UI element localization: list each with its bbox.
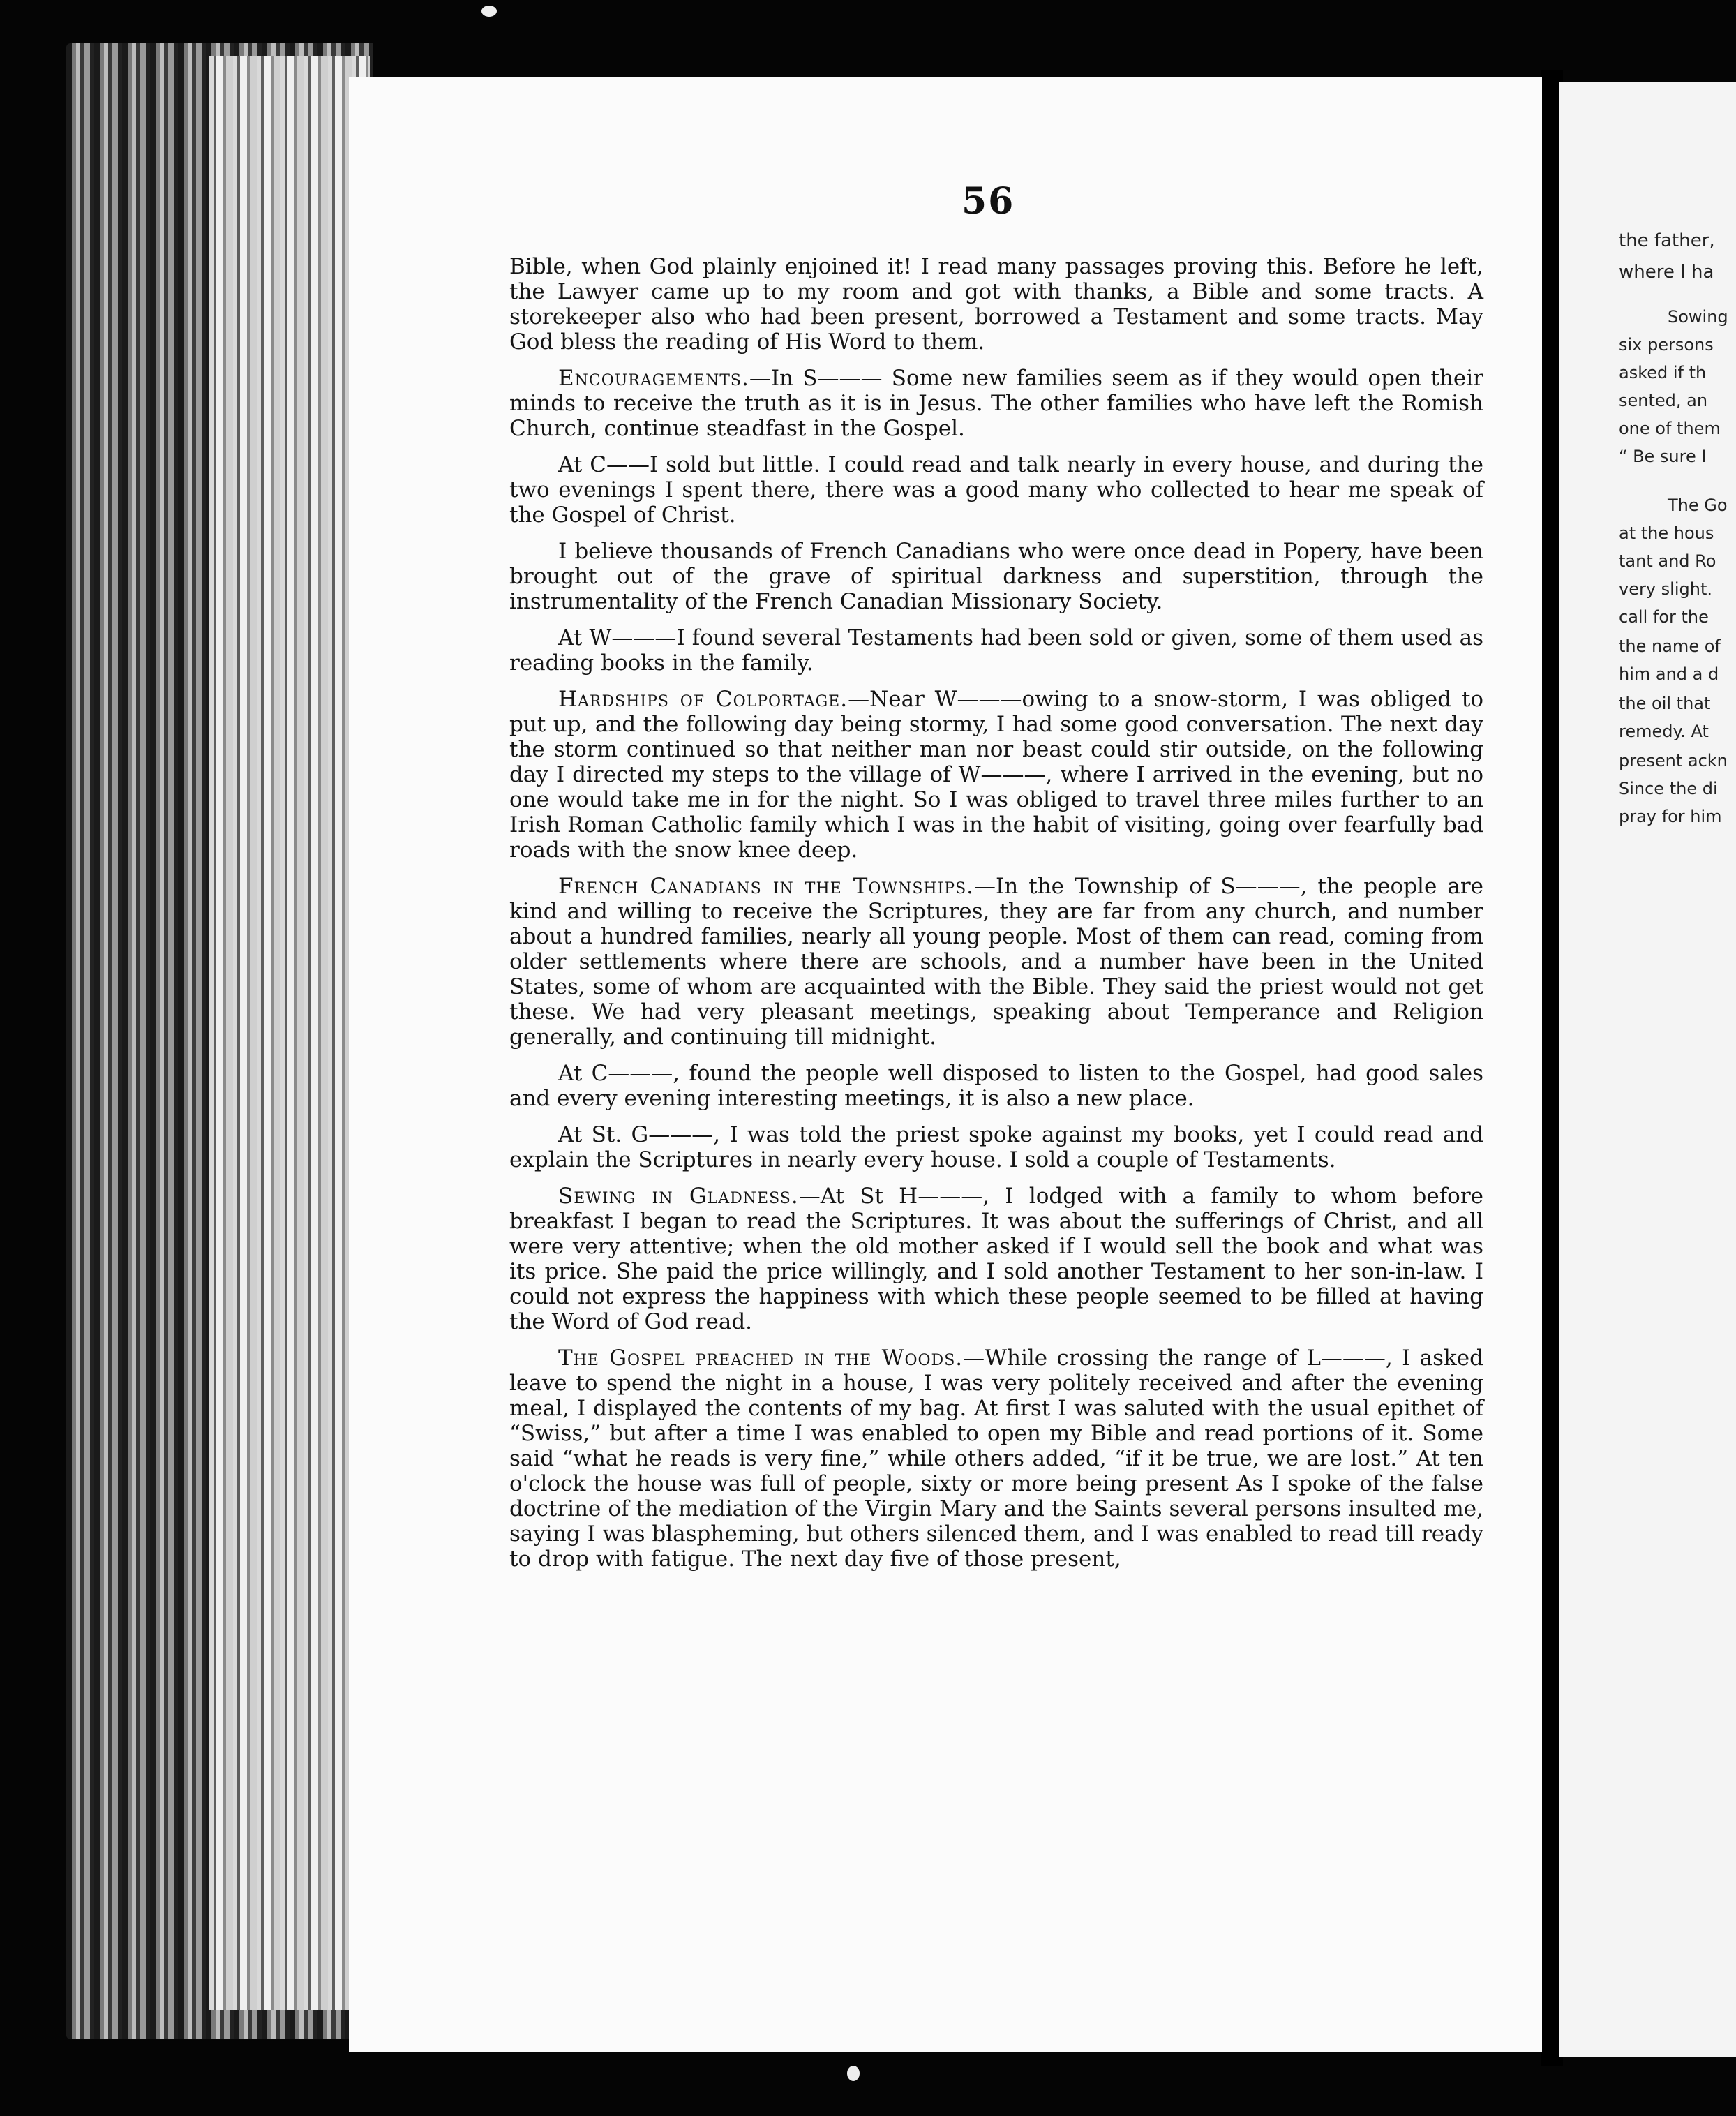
right-page-line: tant and Ro (1619, 551, 1716, 571)
paragraph: The Gospel preached in the Woods.—While crossing the range of L———, I asked leave to spend the night in a house, I was very politely received and after the evening meal, I displayed the contents of my bag. At first I was saluted with the usual epithet of “Swiss,” but after a time I was enabled to open my Bible and read portions of it. Some said “what he reads is very fine,” while others added, “if it be true, we are lost.” At ten o'clock the house was full of people, sixty or more being present As I spoke of the false doctrine of the mediation of the Virgin Mary and the Saints several persons insulted me, saying I was blaspheming, but others silenced them, and I was enabled to read till ready to drop with fatigue. The next day five of those present, (509, 1346, 1483, 1572)
right-page-line: at the hous (1619, 523, 1714, 543)
film-speck (847, 2066, 860, 2081)
right-page-line: Sowing (1668, 307, 1728, 327)
right-page-line: the oil that (1619, 694, 1711, 713)
section-heading: Sewing in Gladness. (558, 1184, 799, 1209)
paragraph: Encouragements.—In S——— Some new families seem as if they would open their minds to receive the truth as it is in Jesus. The other families who have left the Romish Church, continue steadfast in the Gospel. (509, 366, 1483, 441)
right-page-line: asked if th (1619, 363, 1707, 382)
section-heading: Encouragements. (558, 366, 749, 391)
paragraph: At St. G———, I was told the priest spoke against my books, yet I could read and explain the Scriptures in nearly every house. I sold a couple of Testaments. (509, 1122, 1483, 1172)
section-heading: Hardships of Colportage. (558, 687, 848, 712)
page-stack-leaves (209, 56, 370, 2010)
page-number: 56 (961, 180, 1015, 223)
paragraph: At W———I found several Testaments had been sold or given, some of them used as reading books in the family. (509, 625, 1483, 676)
right-page-line: very slight. (1619, 579, 1712, 599)
paragraph: At C——I sold but little. I could read and talk nearly in every house, and during the two evenings I spent there, there was a good many who collected to hear me speak of the Gospel of Christ. (509, 452, 1483, 528)
right-page-line: remedy. At (1619, 722, 1709, 741)
right-page-line: the name of (1619, 636, 1721, 656)
right-page-line: sented, an (1619, 391, 1708, 410)
paragraph: French Canadians in the Townships.—In the Township of S———, the people are kind and willing to receive the Scriptures, they are far from any church, and number about a hundred families, nearly all young people. Most of them can read, coming from older settlements where there are schools, and a number have been in the United States, some of whom are acquainted with the Bible. They said the priest would not get these. We had very pleasant meetings, speaking about Temperance and Religion generally, and continuing till midnight. (509, 874, 1483, 1050)
paragraph: I believe thousands of French Canadians who were once dead in Popery, have been brought out of the grave of spiritual darkness and superstition, through the instrumentality of the French Canadian Missionary Society. (509, 539, 1483, 614)
right-page-line: pray for him (1619, 807, 1722, 826)
right-page-line: present ackn (1619, 751, 1728, 770)
right-page-line: The Go (1668, 496, 1728, 515)
right-page-line: call for the (1619, 607, 1709, 627)
film-speck (481, 6, 497, 17)
paragraph: Bible, when God plainly enjoined it! I read many passages proving this. Before he left, the Lawyer came up to my room and got with thanks, a Bible and some tracts. A storekeeper also who had been present, borrowed a Testament and some tracts. May God bless the reading of His Word to them. (509, 254, 1483, 355)
right-page-line: one of them (1619, 419, 1721, 438)
paragraph: Sewing in Gladness.—At St H———, I lodged with a family to whom before breakfast I began to read the Scriptures. It was about the sufferings of Christ, and all were very attentive; when the old mother asked if I would sell the book and what was its price. She paid the price willingly, and I sold another Testament to her son-in-law. I could not express the happiness with which these people seemed to be filled at having the Word of God read. (509, 1184, 1484, 1334)
paragraph: Hardships of Colportage.—Near W———owing to a snow-storm, I was obliged to put up, and the following day being stormy, I had some good conversation. The next day the storm continued so that neither man nor beast could stir outside, on the following day I directed my steps to the village of W———, where I arrived in the evening, but no one would take me in for the night. So I was obliged to travel three miles further to an Irish Roman Catholic family which I was in the habit of visiting, going over fearfully bad roads with the snow knee deep. (509, 687, 1483, 863)
page-body (509, 254, 1483, 1583)
right-page-line: him and a d (1619, 664, 1719, 684)
paragraph: At C———, found the people well disposed to listen to the Gospel, had good sales and every evening interesting meetings, it is also a new place. (509, 1061, 1483, 1111)
right-page-line: six persons (1619, 335, 1714, 355)
right-page-line: Since the di (1619, 779, 1718, 798)
section-heading: French Canadians in the Townships. (558, 874, 974, 899)
right-page-line: the father, (1619, 230, 1715, 251)
section-heading: The Gospel preached in the Woods. (558, 1346, 964, 1371)
right-page-line: “ Be sure I (1619, 447, 1707, 466)
right-page-line: where I ha (1619, 262, 1714, 283)
